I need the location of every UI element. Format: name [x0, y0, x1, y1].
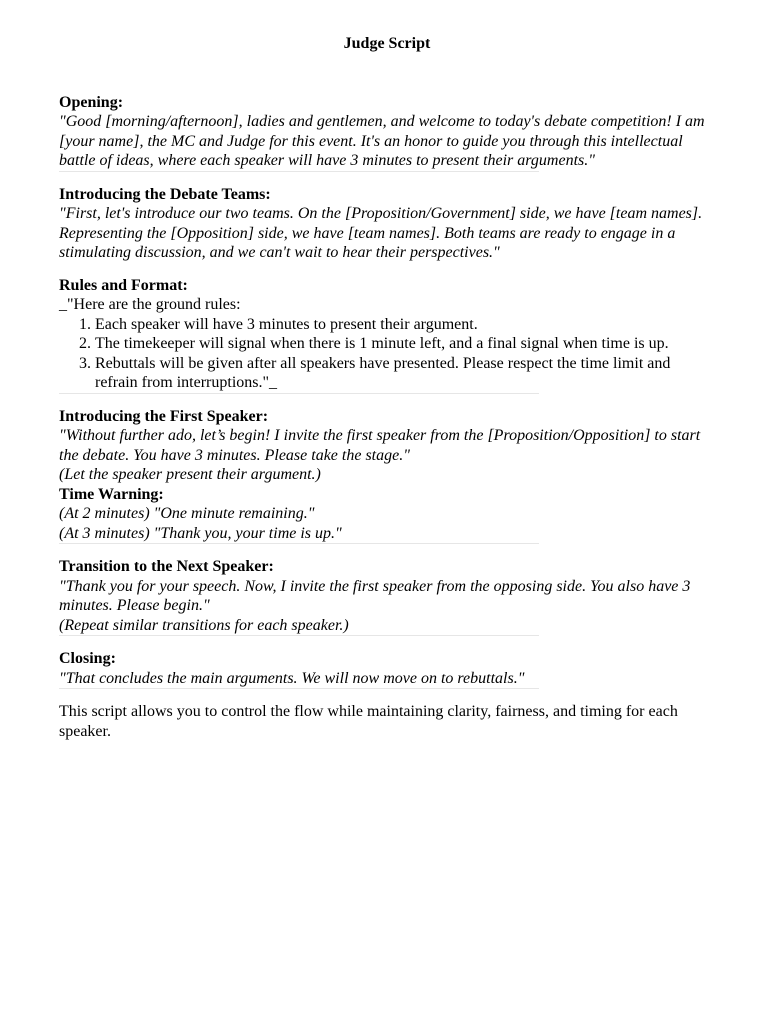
teams-section — [59, 185, 715, 263]
rules-list — [59, 315, 715, 393]
first-speaker-note: (Let the speaker present their argument.) — [59, 466, 321, 483]
section-divider — [59, 543, 539, 544]
rules-list-item: 3. Rebuttals will be given after all speakers have presented. Please respect the time limit and refrain from interruptions."_ — [95, 354, 715, 393]
teams-text: "First, let's introduce our two teams. On the [Proposition/Government] side, we have [team names]. Representing the [Opposition] side, we have [team names]. Both teams are ready to engage in a stimulating discussion, and we can't wait to hear their perspectives." — [59, 205, 703, 261]
closing-text: "That concludes the main arguments. We will now move on to rebuttals." — [59, 669, 525, 687]
time-warning-line-1: (At 2 minutes) "One minute remaining." — [59, 505, 315, 522]
first-speaker-section — [59, 407, 715, 545]
transition-section — [59, 557, 715, 636]
document-title: Judge Script — [343, 35, 431, 52]
rules-list-item: 1. Each speaker will have 3 minutes to present their argument. — [95, 315, 715, 335]
section-divider — [59, 635, 539, 636]
teams-heading: Introducing the Debate Teams: — [59, 185, 271, 203]
rules-heading: Rules and Format: — [59, 276, 188, 294]
opening-section — [59, 93, 715, 172]
first-speaker-heading: Introducing the First Speaker: — [59, 407, 269, 425]
section-divider — [59, 171, 539, 172]
transition-text: "Thank you for your speech. Now, I invite the first speaker from the opposing side. You also have 3 minutes. Please begin." — [59, 577, 691, 614]
opening-text: "Good [morning/afternoon], ladies and gentlemen, and welcome to today's debate competition! I am [your name], the MC and Judge for this event. It's an honor to guide you through this intellectual battle of ideas, where each speaker will have 3 minutes to present their arguments." — [59, 113, 705, 169]
time-warning-heading: Time Warning: — [59, 485, 164, 503]
document-page — [59, 34, 715, 741]
closing-heading: Closing: — [59, 650, 116, 667]
rules-intro: _"Here are the ground rules: — [59, 296, 241, 313]
closing-section — [59, 649, 715, 689]
rules-list-item: 2. The timekeeper will signal when there is 1 minute left, and a final signal when time is up. — [95, 334, 715, 354]
section-divider — [59, 688, 539, 689]
summary-paragraph: This script allows you to control the flow while maintaining clarity, fairness, and timing for each speaker. — [59, 703, 678, 740]
opening-heading: Opening: — [59, 93, 124, 111]
rules-section — [59, 276, 715, 394]
first-speaker-text: "Without further ado, let’s begin! I invite the first speaker from the [Proposition/Opposition] to start the debate. You have 3 minutes. Please take the stage." — [59, 427, 701, 464]
transition-note: (Repeat similar transitions for each speaker.) — [59, 616, 349, 634]
time-warning-line-2: (At 3 minutes) "Thank you, your time is up." — [59, 524, 342, 542]
transition-heading: Transition to the Next Speaker: — [59, 558, 274, 575]
section-divider — [59, 393, 539, 394]
